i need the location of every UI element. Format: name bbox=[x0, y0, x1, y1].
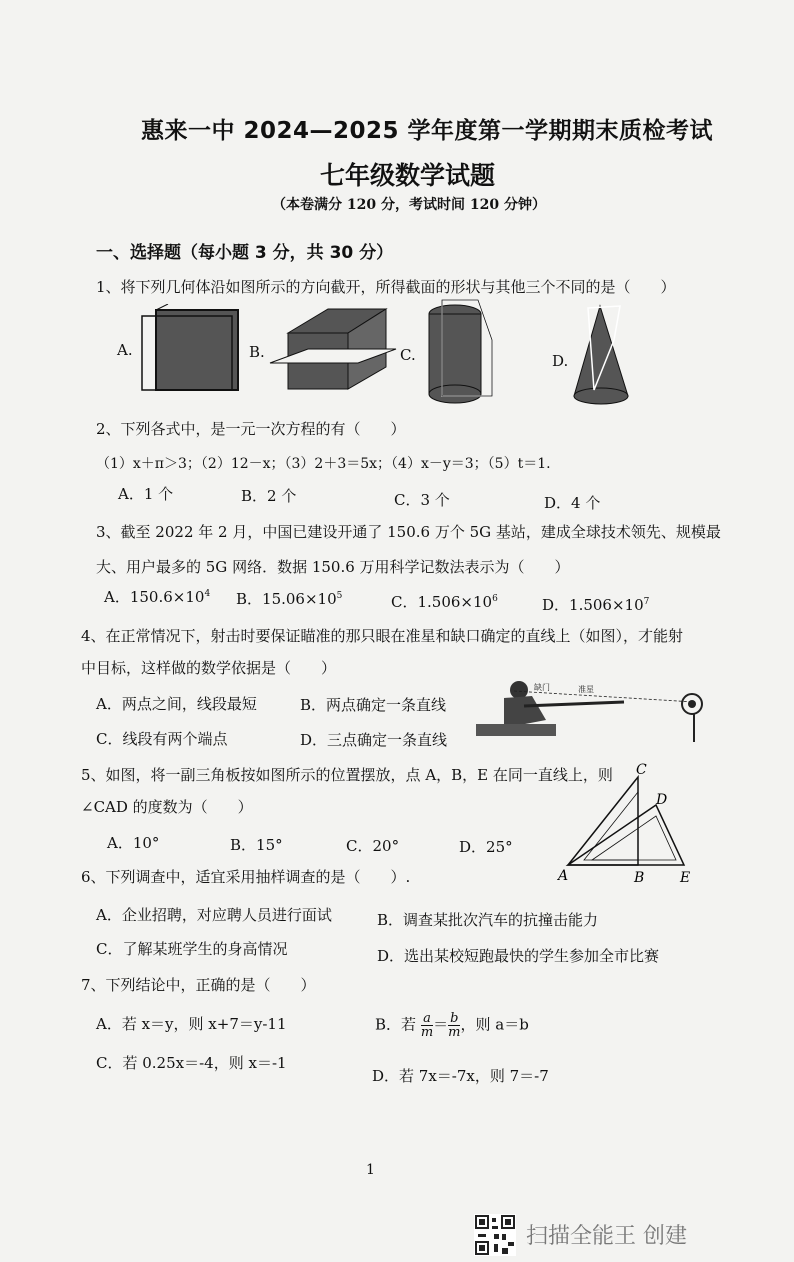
q5-option-a: A．10° bbox=[107, 834, 160, 852]
q3-option-d: D．$1.506\times 10^7$ bbox=[542, 596, 650, 614]
exam-subtitle: 七年级数学试题 bbox=[320, 161, 496, 190]
question-5-stem-line2: ∠CAD 的度数为（ ） bbox=[81, 798, 253, 816]
question-2-items: （1）x＋π＞3；（2）12－x；（3）2＋3＝5x；（4）x－y＝3；（5）t＝1. bbox=[96, 456, 551, 472]
q1-label-d: D. bbox=[552, 352, 569, 370]
q6-option-c: C．了解某班学生的身高情况 bbox=[96, 940, 288, 958]
q1-label-b: B. bbox=[249, 343, 265, 361]
q5-option-b: B．15° bbox=[230, 836, 283, 854]
q7-option-d: D．若 7x＝-7x，则 7＝-7 bbox=[372, 1067, 549, 1085]
q7-fraction-b-over-m: $\frac{b}{m}$ bbox=[448, 1011, 461, 1040]
q3-option-b: B．$15.06\times 10^5$ bbox=[236, 590, 343, 608]
q1-cylinder-figure bbox=[420, 296, 505, 416]
q1-label-c: C. bbox=[400, 346, 416, 364]
q5-point-a: A bbox=[558, 868, 569, 884]
section-heading: 一、选择题（每小题 3 分，共 30 分） bbox=[96, 243, 394, 263]
q1-prism-figure bbox=[268, 305, 398, 400]
q5-point-d: D bbox=[656, 792, 668, 808]
q4-option-d: D．三点确定一条直线 bbox=[300, 731, 448, 749]
qr-code-icon bbox=[474, 1214, 516, 1256]
q6-option-b: B．调查某批次汽车的抗撞击能力 bbox=[377, 911, 599, 929]
exam-title: 惠来一中 2024—2025 学年度第一学期期末质检考试 bbox=[141, 118, 714, 144]
q3-option-c: C．$1.506\times 10^6$ bbox=[391, 593, 498, 611]
q7-fraction-a-over-m: $\frac{a}{m}$ bbox=[420, 1011, 434, 1040]
q4-option-b: B．两点确定一条直线 bbox=[300, 696, 447, 714]
question-1-stem: 1、将下列几何体沿如图所示的方向截开，所得截面的形状与其他三个不同的是（ ） bbox=[96, 278, 676, 296]
q2-option-b: B．2 个 bbox=[241, 487, 297, 505]
q2-option-c: C．3 个 bbox=[394, 491, 450, 509]
question-3-stem-line1: 3、截至 2022 年 2 月，中国已建设开通了 150.6 万个 5G 基站，建成全球技术领先、规模最 bbox=[96, 523, 721, 541]
q4-shooter-figure bbox=[474, 676, 714, 746]
q5-option-d: D．25° bbox=[459, 838, 513, 856]
q4-option-a: A．两点之间，线段最短 bbox=[96, 695, 257, 713]
q5-point-e: E bbox=[680, 870, 691, 886]
q1-cube-figure bbox=[138, 304, 248, 394]
q6-option-d: D．选出某校短跑最快的学生参加全市比赛 bbox=[377, 947, 660, 965]
question-2-stem: 2、下列各式中，是一元一次方程的有（ ） bbox=[96, 420, 406, 438]
q5-point-c: C bbox=[636, 762, 647, 778]
q7-option-a: A．若 x＝y，则 x+7＝y-11 bbox=[96, 1015, 287, 1033]
q2-option-d: D．4 个 bbox=[544, 494, 601, 512]
q1-cone-figure bbox=[568, 300, 638, 415]
page-number: 1 bbox=[366, 1162, 375, 1178]
q1-label-a: A. bbox=[117, 341, 133, 359]
question-4-stem-line1: 4、在正常情况下，射击时要保证瞄准的那只眼在准星和缺口确定的直线上（如图），才能射 bbox=[81, 627, 684, 645]
q2-option-a: A．1 个 bbox=[118, 485, 174, 503]
q7-option-b: B．若 $\frac{a}{m}$ ＝ $\frac{b}{m}$ ，则 a＝b bbox=[375, 1011, 529, 1040]
question-3-stem-line2: 大、用户最多的 5G 网络．数据 150.6 万用科学记数法表示为（ ） bbox=[96, 558, 570, 576]
q4-option-c: C．线段有两个端点 bbox=[96, 730, 228, 748]
q4-label-sight: 准星 bbox=[578, 685, 594, 694]
question-6-stem: 6、下列调查中，适宜采用抽样调查的是（ ）. bbox=[81, 868, 411, 886]
q6-option-a: A．企业招聘，对应聘人员进行面试 bbox=[96, 906, 332, 924]
q7-option-c: C．若 0.25x＝-4，则 x＝-1 bbox=[96, 1054, 287, 1072]
scanner-watermark: 扫描全能王 创建 bbox=[526, 1224, 687, 1249]
q4-label-notch: 缺门 bbox=[534, 683, 550, 692]
q5-point-b: B bbox=[634, 870, 645, 886]
question-7-stem: 7、下列结论中，正确的是（ ） bbox=[81, 976, 316, 994]
q5-option-c: C．20° bbox=[346, 837, 400, 855]
q3-option-a: A．$150.6\times 10^4$ bbox=[104, 588, 211, 606]
question-5-stem-line1: 5、如图，将一副三角板按如图所示的位置摆放，点 A，B，E 在同一直线上，则 bbox=[81, 766, 613, 784]
question-4-stem-line2: 中目标，这样做的数学依据是（ ） bbox=[81, 659, 337, 677]
exam-note: （本卷满分 120 分，考试时间 120 分钟） bbox=[272, 197, 546, 213]
q5-triangle-figure bbox=[552, 762, 702, 887]
